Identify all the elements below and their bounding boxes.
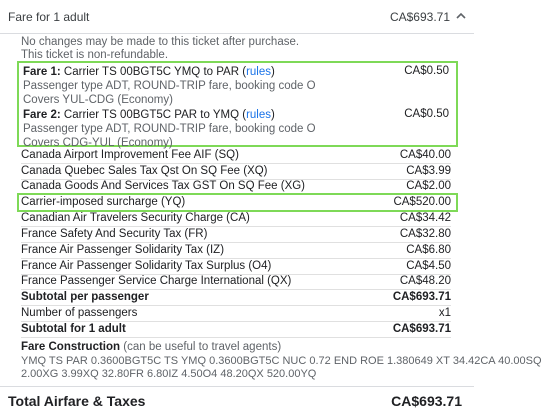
tax-value: CA$3.99: [406, 165, 451, 177]
tax-value: CA$4.50: [406, 260, 451, 272]
tax-row: [21, 195, 451, 211]
total-airfare-value: CA$693.71: [391, 393, 462, 409]
fare-label: Fare 2:: [23, 109, 61, 121]
tax-row: [21, 148, 451, 164]
fare-rules-link[interactable]: rules: [246, 66, 271, 78]
fare-construction-line: YMQ TS PAR 0.3600BGT5C TS YMQ 0.3600BGT5C NUC 0.72 END ROE 1.380649 XT 34.42CA 40.00SQ: [21, 355, 542, 367]
fare-amount: CA$0.50: [404, 108, 449, 120]
tax-row: [21, 243, 451, 259]
tax-label: Canada Airport Improvement Fee AIF (SQ): [21, 149, 239, 161]
refund-policy-text: This ticket is non-refundable.: [21, 49, 169, 61]
tax-label: Canada Goods And Services Tax GST On SQ Fee (XG): [21, 180, 306, 192]
fare-passenger-detail: Passenger type ADT, ROUND-TRIP fare, booking code O: [23, 123, 316, 135]
tax-label: France Air Passenger Solidarity Tax (IZ): [21, 244, 225, 256]
tax-row: [21, 259, 451, 275]
subtotal-adult-label: Subtotal for 1 adult: [21, 323, 126, 335]
tax-value: CA$520.00: [393, 196, 451, 208]
subtotal-adult-value: CA$693.71: [392, 323, 451, 335]
tax-label: France Safety And Security Tax (FR): [21, 228, 208, 240]
tax-value: CA$2.00: [406, 180, 451, 192]
fare-description: Carrier TS 00BGT5C YMQ to PAR (: [63, 66, 247, 78]
tax-value: CA$6.80: [406, 244, 451, 256]
fare-item: [23, 108, 452, 150]
change-policy-text: No changes may be made to this ticket after purchase.: [21, 36, 300, 48]
number-of-passengers-label: Number of passengers: [21, 307, 138, 319]
total-airfare-row: [0, 386, 474, 412]
tax-label: France Passenger Service Charge International (QX): [21, 275, 292, 287]
tax-row: [21, 164, 451, 180]
tax-label: Carrier-imposed surcharge (YQ): [21, 196, 186, 208]
fare-header-title: Fare for 1 adult: [8, 10, 90, 24]
fare-amount: CA$0.50: [404, 65, 449, 77]
tax-value: CA$48.20: [399, 275, 451, 287]
fare-description-close: ): [271, 109, 275, 121]
subtotal-adult-row: [21, 322, 451, 338]
fare-construction-title: [21, 341, 281, 353]
tax-row: [21, 211, 451, 227]
fare-header[interactable]: [0, 0, 474, 34]
fare-header-amount: CA$693.71: [389, 10, 450, 24]
number-of-passengers-row: [21, 306, 451, 322]
total-airfare-label: Total Airfare & Taxes: [8, 393, 146, 409]
fare-description-close: ): [271, 66, 275, 78]
tax-row: [21, 274, 451, 290]
fare-label: Fare 1:: [23, 66, 61, 78]
fare-rules-link[interactable]: rules: [246, 109, 271, 121]
tax-label: Canadian Air Travelers Security Charge (CA): [21, 212, 250, 224]
tax-value: CA$34.42: [399, 212, 451, 224]
tax-value: CA$40.00: [399, 149, 451, 161]
chevron-up-icon[interactable]: [454, 9, 468, 23]
tax-value: CA$32.80: [399, 228, 451, 240]
tax-row: [21, 227, 451, 243]
subtotal-per-passenger-row: [21, 290, 451, 306]
subtotal-per-passenger-label: Subtotal per passenger: [21, 291, 149, 303]
number-of-passengers-value: x1: [438, 307, 451, 319]
subtotal-per-passenger-value: CA$693.71: [392, 291, 451, 303]
fare-passenger-detail: Passenger type ADT, ROUND-TRIP fare, booking code O: [23, 80, 316, 92]
fare-route-detail: Covers CDG-YUL (Economy): [23, 137, 173, 149]
tax-label: France Air Passenger Solidarity Tax Surplus (O4): [21, 260, 272, 272]
fare-item: [23, 65, 452, 107]
fare-route-detail: Covers YUL-CDG (Economy): [23, 94, 173, 106]
tax-label: Canada Quebec Sales Tax Qst On SQ Fee (XQ): [21, 165, 268, 177]
fare-construction-line: 2.00XG 3.99XQ 32.80FR 6.80IZ 4.50O4 48.20QX 520.00YQ: [21, 368, 317, 380]
fare-construction-heading: Fare Construction: [21, 341, 121, 353]
fare-construction-note: (can be useful to travel agents): [123, 341, 282, 353]
fares-highlight-box: [17, 61, 458, 147]
fare-description: Carrier TS 00BGT5C PAR to YMQ (: [63, 109, 247, 121]
